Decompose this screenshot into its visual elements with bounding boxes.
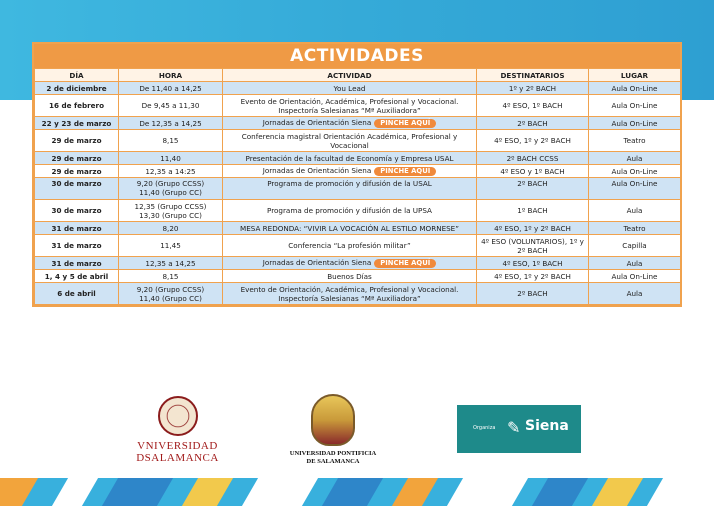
cell-hora-text: 12,35 (Grupo CCSS) 13,30 (Grupo CC): [134, 201, 207, 220]
cell-dia-text: 1, 4 y 5 de abril: [44, 271, 109, 281]
upsa-name-line2: DE SALAMANCA: [306, 458, 360, 465]
cell-hora-text: 9,20 (Grupo CCSS) 11,40 (Grupo CC): [136, 284, 205, 303]
cell-lugar-text: Capilla: [622, 241, 647, 250]
cell-hora-text: 11,45: [160, 241, 181, 250]
cell-destinatarios: [477, 130, 589, 152]
cell-destinatarios: [477, 165, 589, 178]
cell-destinatarios-text: 1º y 2º BACH: [508, 83, 557, 93]
upsa-logo: [288, 394, 378, 466]
table-row: [35, 95, 681, 117]
cell-lugar-text: Aula On-Line: [611, 101, 658, 110]
activities-card: [32, 42, 682, 307]
table-row: [35, 165, 681, 178]
cell-lugar-text: Aula: [626, 289, 643, 298]
cell-hora: [119, 200, 223, 222]
cell-hora-text: De 12,35 a 14,25: [139, 118, 202, 128]
cell-hora: [119, 283, 223, 305]
cell-lugar: [589, 82, 681, 95]
cell-dia: [35, 130, 119, 152]
cell-hora-text: 12,35 a 14,25: [145, 258, 196, 268]
usal-seal-icon: [158, 396, 198, 436]
cell-lugar: [589, 257, 681, 270]
cell-actividad-text: Jornadas de Orientación Siena: [262, 166, 372, 175]
usal-logo: [130, 396, 225, 464]
header-lugar: LUGAR: [589, 69, 681, 82]
cell-destinatarios: [477, 222, 589, 235]
cell-dia: [35, 82, 119, 95]
cell-actividad-text: Conferencia “La profesión militar”: [288, 241, 411, 250]
cell-actividad-text: MESA REDONDA: “VIVIR LA VOCACIÓN AL ESTILO MORNESE”: [240, 223, 459, 233]
cell-dia: [35, 270, 119, 283]
cell-hora: [119, 222, 223, 235]
cell-destinatarios-text: 4º ESO y 1º BACH: [500, 166, 565, 176]
cell-hora-text: 8,20: [162, 223, 179, 233]
siena-organiza-label: Organiza: [473, 425, 496, 431]
cell-actividad-text: Buenos Días: [327, 271, 372, 281]
cell-dia-text: 31 de marzo: [51, 223, 102, 233]
cell-destinatarios-text: 4º ESO (VOLUNTARIOS), 1º y 2º BACH: [481, 236, 584, 255]
cell-hora: [119, 152, 223, 165]
cell-lugar: [589, 283, 681, 305]
cell-lugar-text: Aula: [626, 206, 643, 215]
cell-lugar: [589, 117, 681, 130]
cell-actividad-text: Jornadas de Orientación Siena: [262, 118, 372, 127]
header-destinatarios: DESTINATARIOS: [477, 69, 589, 82]
cell-dia-text: 30 de marzo: [51, 179, 102, 188]
cell-dia: [35, 200, 119, 222]
cell-hora-text: De 11,40 a 14,25: [139, 83, 202, 93]
table-row: [35, 283, 681, 305]
cell-dia-text: 31 de marzo: [51, 241, 102, 250]
cell-actividad: [223, 95, 477, 117]
cell-actividad: [223, 130, 477, 152]
cell-hora-text: 8,15: [162, 271, 179, 281]
upsa-name-line1: UNIVERSIDAD PONTIFICIA: [289, 450, 377, 457]
usal-name-line1: VNIVERSIDAD: [137, 440, 218, 452]
table-row: [35, 200, 681, 222]
cell-dia: [35, 178, 119, 200]
cell-hora: [119, 117, 223, 130]
cell-dia-text: 29 de marzo: [51, 153, 102, 163]
cell-hora: [119, 82, 223, 95]
table-header-row: [35, 69, 681, 82]
cell-lugar: [589, 95, 681, 117]
cell-dia: [35, 235, 119, 257]
pinche-aqui-button[interactable]: PINCHE AQUÍ: [374, 119, 436, 128]
cell-destinatarios: [477, 82, 589, 95]
cell-hora-text: 8,15: [162, 136, 179, 145]
cell-lugar-text: Aula On-Line: [611, 83, 658, 93]
cell-dia-text: 29 de marzo: [51, 166, 102, 176]
cell-actividad: [223, 82, 477, 95]
pinche-aqui-button[interactable]: PINCHE AQUÍ: [374, 259, 436, 268]
cell-hora-text: 9,20 (Grupo CCSS) 11,40 (Grupo CC): [136, 179, 205, 197]
table-row: [35, 178, 681, 200]
cell-lugar: [589, 130, 681, 152]
cell-lugar-text: Teatro: [623, 223, 646, 233]
cell-dia: [35, 283, 119, 305]
cell-hora-text: 12,35 a 14:25: [145, 166, 196, 176]
cell-lugar: [589, 222, 681, 235]
siena-logo: [457, 405, 581, 453]
cell-lugar-text: Aula: [626, 258, 643, 268]
cell-destinatarios: [477, 257, 589, 270]
pinche-aqui-button[interactable]: PINCHE AQUÍ: [374, 167, 436, 176]
cell-actividad-text: Conferencia magistral Orientación Académica, Profesional y Vocacional: [241, 131, 458, 150]
cell-destinatarios-text: 4º ESO, 1º BACH: [502, 258, 563, 268]
table-row: [35, 270, 681, 283]
cell-actividad: [223, 222, 477, 235]
cell-destinatarios: [477, 235, 589, 257]
cell-destinatarios-text: 2º BACH CCSS: [506, 153, 559, 163]
cell-destinatarios-text: 4º ESO, 1º BACH: [502, 101, 563, 110]
table-row: [35, 235, 681, 257]
cell-destinatarios-text: 2º BACH: [517, 289, 548, 298]
cell-lugar: [589, 200, 681, 222]
cell-destinatarios-text: 1º BACH: [517, 206, 548, 215]
cell-hora: [119, 178, 223, 200]
header-actividad: ACTIVIDAD: [223, 69, 477, 82]
cell-actividad-text: You Lead: [333, 83, 366, 93]
cell-dia-text: 22 y 23 de marzo: [41, 118, 112, 128]
cell-actividad: [223, 178, 477, 200]
cell-actividad: [223, 200, 477, 222]
logos-area: [0, 388, 714, 478]
table-row: [35, 222, 681, 235]
table-row: [35, 82, 681, 95]
cell-actividad-text: Evento de Orientación, Académica, Profesional y Vocacional. Inspectoría Salesianas “Mª Auxiliadora”: [240, 284, 459, 303]
header-hora: HORA: [119, 69, 223, 82]
cell-dia-text: 16 de febrero: [48, 101, 105, 110]
cell-destinatarios-text: 2º BACH: [517, 179, 548, 188]
cell-destinatarios: [477, 152, 589, 165]
cell-lugar: [589, 235, 681, 257]
cell-dia-text: 6 de abril: [57, 289, 96, 298]
cell-lugar: [589, 165, 681, 178]
cell-actividad: [223, 283, 477, 305]
table-row: [35, 257, 681, 270]
table-row: [35, 152, 681, 165]
cell-actividad: [223, 165, 477, 178]
activities-table: [34, 68, 681, 305]
cell-dia: [35, 152, 119, 165]
cell-destinatarios: [477, 178, 589, 200]
cell-actividad-text: Jornadas de Orientación Siena: [262, 258, 372, 267]
siena-mark-icon: ✎: [507, 418, 521, 437]
cell-destinatarios-text: 4º ESO, 1º y 2º BACH: [494, 271, 571, 281]
cell-lugar-text: Aula On-Line: [611, 179, 658, 188]
cell-dia: [35, 95, 119, 117]
cell-destinatarios: [477, 117, 589, 130]
cell-lugar: [589, 152, 681, 165]
header-dia: DÍA: [35, 69, 119, 82]
cell-actividad: [223, 270, 477, 283]
cell-dia: [35, 222, 119, 235]
cell-dia-text: 31 de marzo: [51, 258, 102, 268]
cell-dia-text: 30 de marzo: [51, 206, 102, 215]
cell-lugar-text: Aula: [626, 153, 643, 163]
cell-lugar-text: Aula On-Line: [611, 271, 658, 281]
siena-wordmark: Siena: [525, 418, 569, 434]
cell-actividad-text: Presentación de la facultad de Economía y Empresa USAL: [245, 153, 454, 163]
cell-hora-text: 11,40: [160, 153, 181, 163]
cell-hora-text: De 9,45 a 11,30: [141, 101, 200, 110]
cell-destinatarios: [477, 95, 589, 117]
cell-dia: [35, 165, 119, 178]
cell-hora: [119, 165, 223, 178]
table-row: [35, 117, 681, 130]
cell-lugar: [589, 178, 681, 200]
cell-actividad-text: Programa de promoción y difusión de la USAL: [267, 179, 432, 188]
cell-dia: [35, 257, 119, 270]
cell-destinatarios-text: 4º ESO, 1º y 2º BACH: [494, 136, 571, 145]
cell-actividad-text: Evento de Orientación, Académica, Profesional y Vocacional. Inspectoría Salesianas “Mª Auxiliadora”: [240, 96, 459, 115]
cell-lugar-text: Teatro: [623, 136, 646, 145]
cell-actividad: [223, 117, 477, 130]
cell-destinatarios: [477, 270, 589, 283]
cell-lugar-text: Aula On-Line: [611, 118, 658, 128]
cell-destinatarios-text: 2º BACH: [517, 118, 548, 128]
upsa-seal-icon: [311, 394, 355, 446]
cell-actividad: [223, 152, 477, 165]
cell-actividad: [223, 257, 477, 270]
table-row: [35, 130, 681, 152]
cell-destinatarios: [477, 200, 589, 222]
cell-destinatarios: [477, 283, 589, 305]
cell-destinatarios-text: 4º ESO, 1º y 2º BACH: [494, 223, 571, 233]
cell-lugar: [589, 270, 681, 283]
cell-actividad-text: Programa de promoción y difusión de la UPSA: [267, 206, 432, 215]
cell-hora: [119, 235, 223, 257]
usal-name-line2: DSALAMANCA: [136, 452, 219, 464]
cell-dia-text: 29 de marzo: [51, 136, 102, 145]
cell-hora: [119, 270, 223, 283]
cell-dia: [35, 117, 119, 130]
cell-hora: [119, 130, 223, 152]
bottom-decorative-band: [0, 478, 714, 506]
page-title: ACTIVIDADES: [34, 44, 680, 68]
cell-lugar-text: Aula On-Line: [611, 166, 658, 176]
cell-hora: [119, 95, 223, 117]
cell-dia-text: 2 de diciembre: [46, 83, 107, 93]
cell-actividad: [223, 235, 477, 257]
cell-hora: [119, 257, 223, 270]
